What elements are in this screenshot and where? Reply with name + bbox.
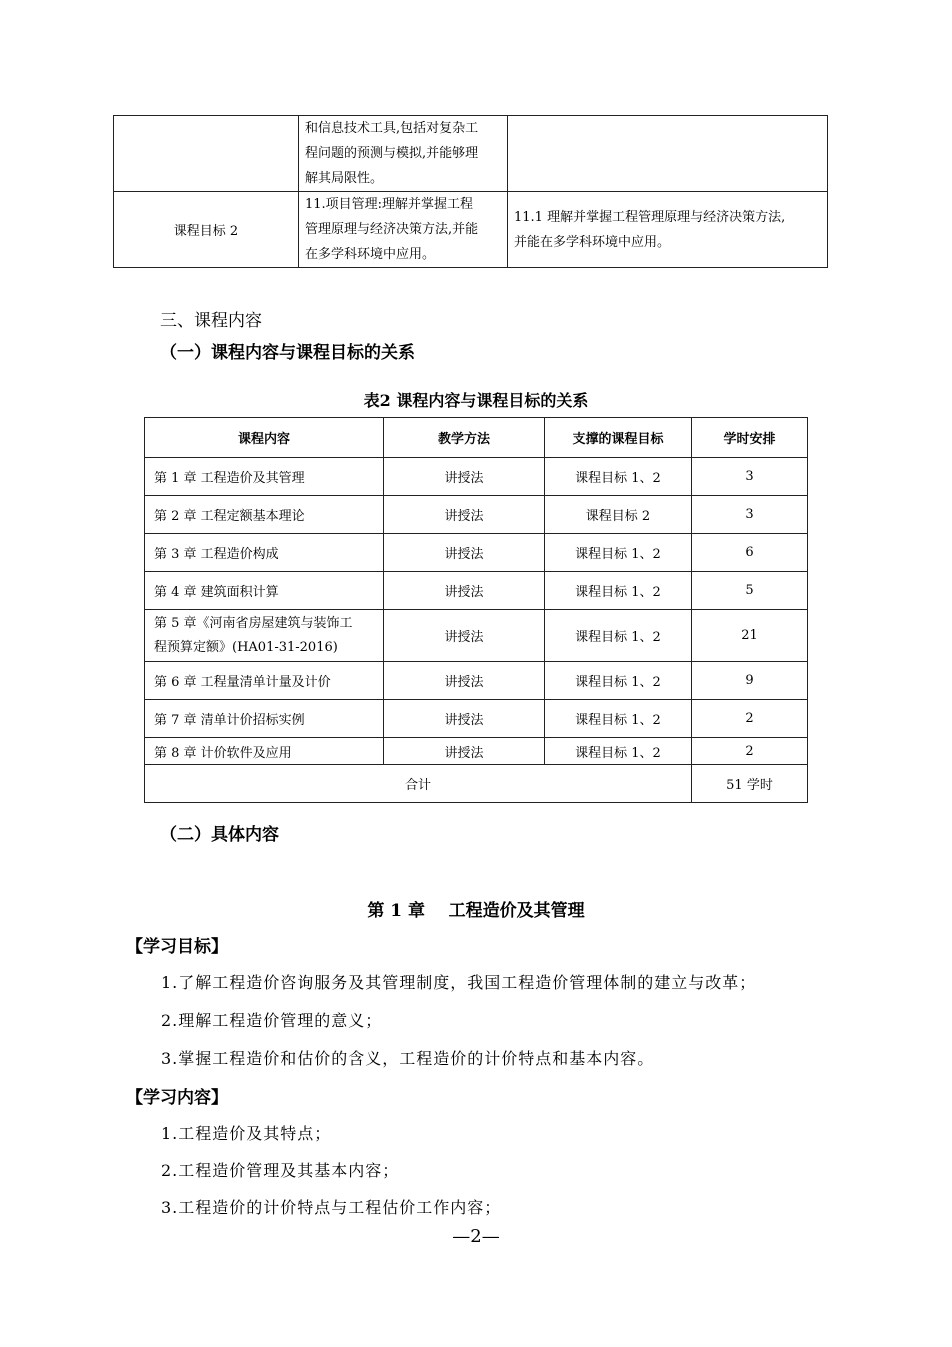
total-row — [145, 765, 808, 803]
cell-goal: 课程目标 1、2 — [545, 700, 692, 738]
table-row — [145, 534, 808, 572]
header-hours: 学时安排 — [692, 418, 808, 458]
table-caption: 表2 课程内容与课程目标的关系 — [363, 391, 589, 410]
table-row — [145, 738, 808, 765]
total-value: 51 学时 — [692, 765, 808, 803]
requirement-line: 解其局限性。 — [305, 171, 384, 186]
cell-hours: 2 — [692, 700, 808, 738]
cell-content: 第 6 章 工程量清单计量及计价 — [145, 662, 384, 700]
objectives-cell-goal — [114, 116, 299, 192]
section-title: 三、课程内容 — [160, 311, 262, 331]
learning-goal-item: 1.了解工程造价咨询服务及其管理制度，我国工程造价管理体制的建立与改革； — [161, 973, 757, 992]
cell-goal: 课程目标 1、2 — [545, 534, 692, 572]
cell-content-line: 程预算定额》(HA01-31-2016) — [154, 639, 338, 655]
table-row — [145, 458, 808, 496]
objectives-cell-indicator — [508, 192, 828, 268]
cell-content: 第 4 章 建筑面积计算 — [145, 572, 384, 610]
cell-goal: 课程目标 1、2 — [545, 572, 692, 610]
objectives-cell-indicator — [508, 116, 828, 192]
cell-goal: 课程目标 2 — [545, 496, 692, 534]
objectives-cell-requirement — [299, 116, 508, 192]
cell-hours: 5 — [692, 572, 808, 610]
table-row — [145, 496, 808, 534]
cell-method: 讲授法 — [384, 534, 545, 572]
requirement-line: 管理原理与经济决策方法,并能 — [305, 222, 479, 237]
learning-content-item: 1.工程造价及其特点； — [161, 1124, 332, 1143]
header-content: 课程内容 — [145, 418, 384, 458]
cell-goal: 课程目标 1、2 — [545, 610, 692, 662]
table-row — [145, 662, 808, 700]
content-table — [144, 417, 808, 803]
header-method: 教学方法 — [384, 418, 545, 458]
cell-method: 讲授法 — [384, 572, 545, 610]
learning-content-item: 2.工程造价管理及其基本内容； — [161, 1161, 400, 1180]
objectives-cell-requirement — [299, 192, 508, 268]
objectives-cell-goal: 课程目标 2 — [114, 192, 299, 268]
cell-hours: 9 — [692, 662, 808, 700]
cell-method: 讲授法 — [384, 700, 545, 738]
cell-method: 讲授法 — [384, 738, 545, 765]
cell-method: 讲授法 — [384, 610, 545, 662]
page-number: —2— — [452, 1226, 500, 1247]
cell-hours: 3 — [692, 458, 808, 496]
cell-goal: 课程目标 1、2 — [545, 662, 692, 700]
cell-goal: 课程目标 1、2 — [545, 458, 692, 496]
table-row — [145, 610, 808, 662]
requirement-line: 和信息技术工具,包括对复杂工 — [305, 121, 479, 136]
cell-hours: 3 — [692, 496, 808, 534]
header-goal: 支撑的课程目标 — [545, 418, 692, 458]
cell-hours: 21 — [692, 610, 808, 662]
subsection-title: （二）具体内容 — [160, 825, 279, 845]
indicator-line: 11.1 理解并掌握工程管理原理与经济决策方法, — [514, 209, 786, 225]
cell-content: 第 3 章 工程造价构成 — [145, 534, 384, 572]
learning-content-item: 3.工程造价的计价特点与工程估价工作内容； — [161, 1198, 502, 1217]
cell-content — [145, 610, 384, 662]
cell-content-line: 第 5 章《河南省房屋建筑与装饰工 — [154, 615, 353, 631]
cell-content: 第 1 章 工程造价及其管理 — [145, 458, 384, 496]
requirement-line: 在多学科环境中应用。 — [305, 247, 436, 262]
cell-content: 第 2 章 工程定额基本理论 — [145, 496, 384, 534]
indicator-line: 并能在多学科环境中应用。 — [514, 234, 671, 250]
cell-goal: 课程目标 1、2 — [545, 738, 692, 765]
subsection-title: （一）课程内容与课程目标的关系 — [160, 343, 415, 363]
learning-goal-item: 2.理解工程造价管理的意义； — [161, 1011, 383, 1030]
chapter-title: 第 1 章 工程造价及其管理 — [367, 901, 585, 921]
total-label: 合计 — [145, 765, 692, 803]
cell-content: 第 7 章 清单计价招标实例 — [145, 700, 384, 738]
requirement-line: 11.项目管理:理解并掌握工程 — [305, 197, 474, 212]
cell-method: 讲授法 — [384, 496, 545, 534]
cell-hours: 6 — [692, 534, 808, 572]
cell-method: 讲授法 — [384, 662, 545, 700]
learning-goal-item: 3.掌握工程造价和估价的含义，工程造价的计价特点和基本内容。 — [161, 1049, 655, 1068]
table-row — [145, 572, 808, 610]
cell-method: 讲授法 — [384, 458, 545, 496]
requirement-line: 程问题的预测与模拟,并能够理 — [305, 146, 479, 161]
table-row — [145, 700, 808, 738]
learning-goals-title: 【学习目标】 — [126, 937, 228, 957]
learning-content-title: 【学习内容】 — [126, 1088, 228, 1108]
cell-content: 第 8 章 计价软件及应用 — [145, 738, 384, 765]
cell-hours: 2 — [692, 738, 808, 765]
objectives-table — [113, 115, 828, 268]
